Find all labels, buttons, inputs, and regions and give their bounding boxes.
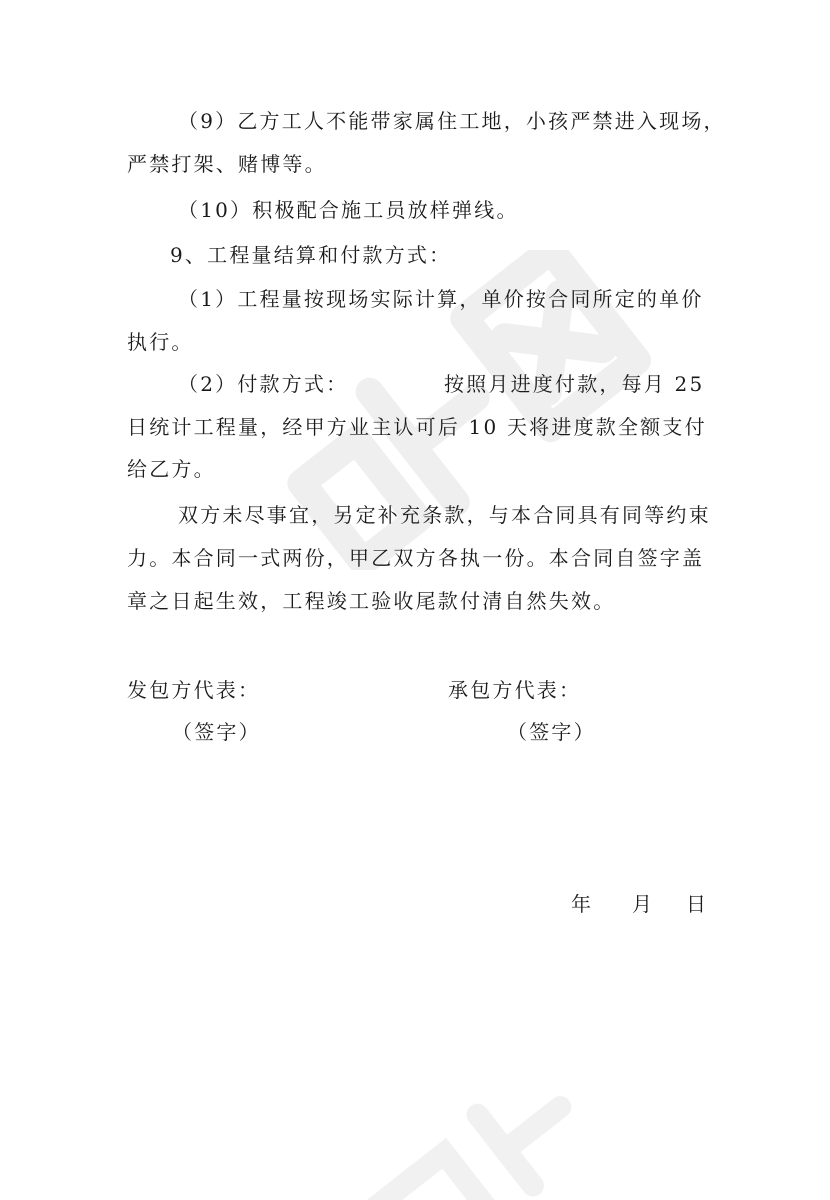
party-a-label: 发包方代表： xyxy=(127,678,261,702)
clause-9-item-10: （10）积极配合施工员放样弹线。 xyxy=(178,198,519,222)
closing-line1: 双方未尽事宜，另定补充条款，与本合同具有同等约束 xyxy=(178,503,711,527)
date-year: 年 xyxy=(571,892,594,916)
date-month: 月 xyxy=(632,892,655,916)
watermark-stamp-bottom xyxy=(330,1080,690,1200)
payment-item-2-text: 按照月进度付款，每月 25 xyxy=(444,372,705,396)
payment-item-2-label: （2）付款方式： xyxy=(178,372,349,396)
payment-item-2-line2: 日统计工程量，经甲方业主认可后 10 天将进度款全额支付 xyxy=(127,415,707,439)
clause-9-item-9-line1: （9）乙方工人不能带家属住工地，小孩严禁进入现场， xyxy=(178,109,726,133)
party-b-label: 承包方代表： xyxy=(448,678,582,702)
closing-line2: 力。本合同一式两份，甲乙双方各执一份。本合同自签字盖 xyxy=(127,546,705,570)
section-9-heading: 9、工程量结算和付款方式： xyxy=(170,243,452,267)
payment-item-1-line2: 执行。 xyxy=(127,330,194,354)
date-day: 日 xyxy=(686,892,709,916)
party-b-signature: （签字） xyxy=(507,720,596,744)
party-a-signature: （签字） xyxy=(172,720,261,744)
clause-9-item-9-line2: 严禁打架、赌博等。 xyxy=(127,152,327,176)
closing-line3: 章之日起生效，工程竣工验收尾款付清自然失效。 xyxy=(127,589,616,613)
payment-item-1-line1: （1）工程量按现场实际计算，单价按合同所定的单价 xyxy=(178,287,704,311)
payment-item-2-line3: 给乙方。 xyxy=(127,457,216,481)
